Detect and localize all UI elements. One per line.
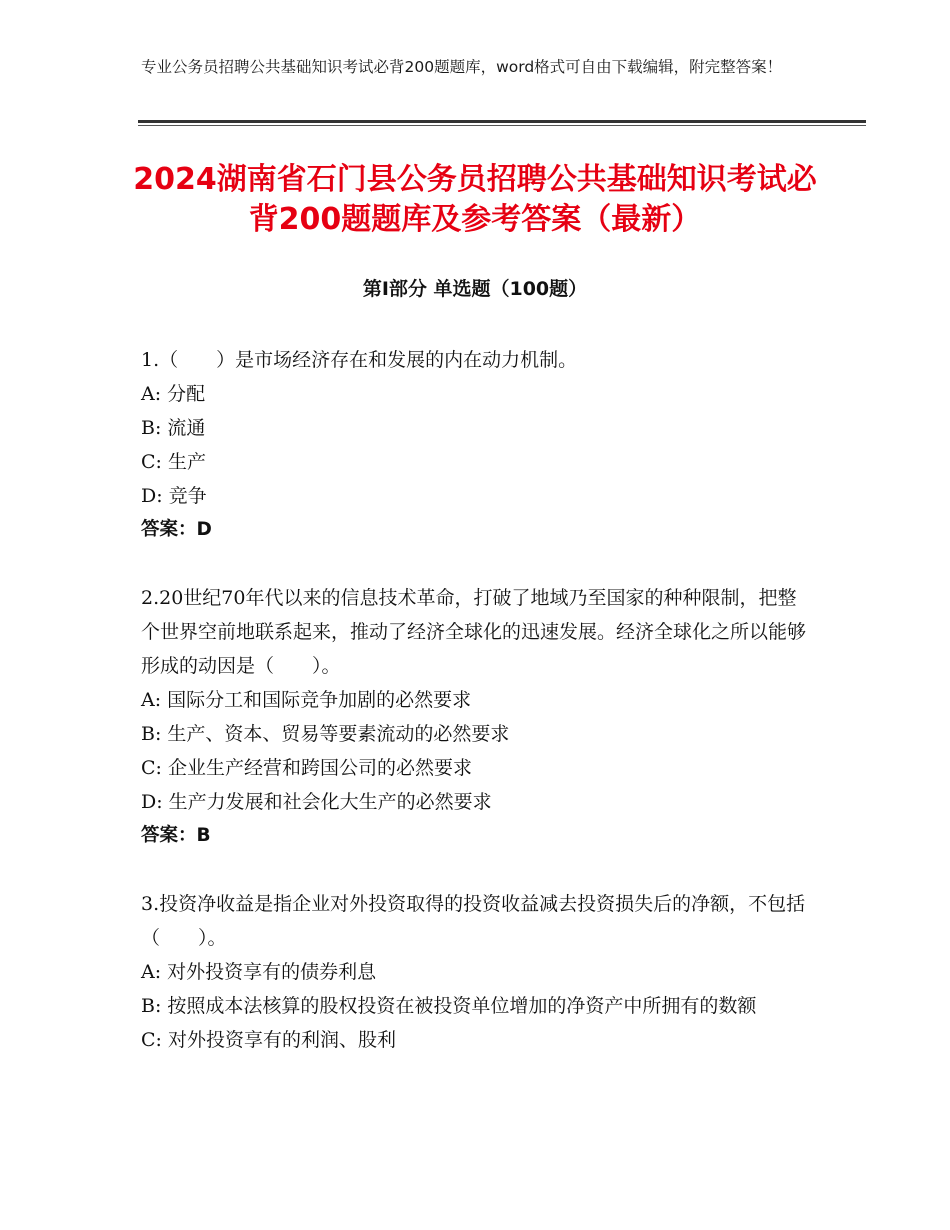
spacer: [141, 547, 811, 581]
option-b: B: 按照成本法核算的股权投资在被投资单位增加的净资产中所拥有的数额: [141, 995, 757, 1017]
page-title: 2024湖南省石门县公务员招聘公共基础知识考试必背200题题库及参考答案（最新）: [133, 162, 817, 237]
option-d: D: 竞争: [141, 485, 207, 507]
option-c: C: 企业生产经营和跨国公司的必然要求: [141, 757, 472, 779]
option-a: A: 国际分工和国际竞争加剧的必然要求: [141, 689, 472, 711]
spacer: [141, 853, 811, 887]
option-a: A: 分配: [141, 383, 206, 405]
question-text: 3.投资净收益是指企业对外投资取得的投资收益减去投资损失后的净额，不包括（ ）。: [141, 893, 806, 949]
section-heading: 第Ⅰ部分 单选题（100题）: [362, 278, 588, 300]
question-item: [141, 343, 811, 547]
answer-line: 答案：D: [141, 519, 212, 540]
option-b: B: 生产、资本、贸易等要素流动的必然要求: [141, 723, 510, 745]
header-divider-thick: [138, 120, 866, 123]
header-note: 专业公务员招聘公共基础知识考试必背200题题库，word格式可自由下载编辑，附完整答案！: [141, 58, 783, 76]
option-a: A: 对外投资享有的债券利息: [141, 961, 377, 983]
option-b: B: 流通: [141, 417, 206, 439]
option-c: C: 对外投资享有的利润、股利: [141, 1029, 396, 1051]
question-list: [141, 343, 811, 1057]
option-d: D: 生产力发展和社会化大生产的必然要求: [141, 791, 492, 813]
option-c: C: 生产: [141, 451, 206, 473]
question-item: [141, 887, 811, 1057]
question-item: [141, 581, 811, 853]
question-text: 2.20世纪70年代以来的信息技术革命，打破了地域乃至国家的种种限制，把整个世界空前地联系起来，推动了经济全球化的迅速发展。经济全球化之所以能够形成的动因是（ ）。: [141, 587, 807, 677]
answer-line: 答案：B: [141, 825, 211, 846]
header-divider-thin: [138, 125, 866, 126]
question-text: 1.（ ）是市场经济存在和发展的内在动力机制。: [141, 349, 578, 371]
